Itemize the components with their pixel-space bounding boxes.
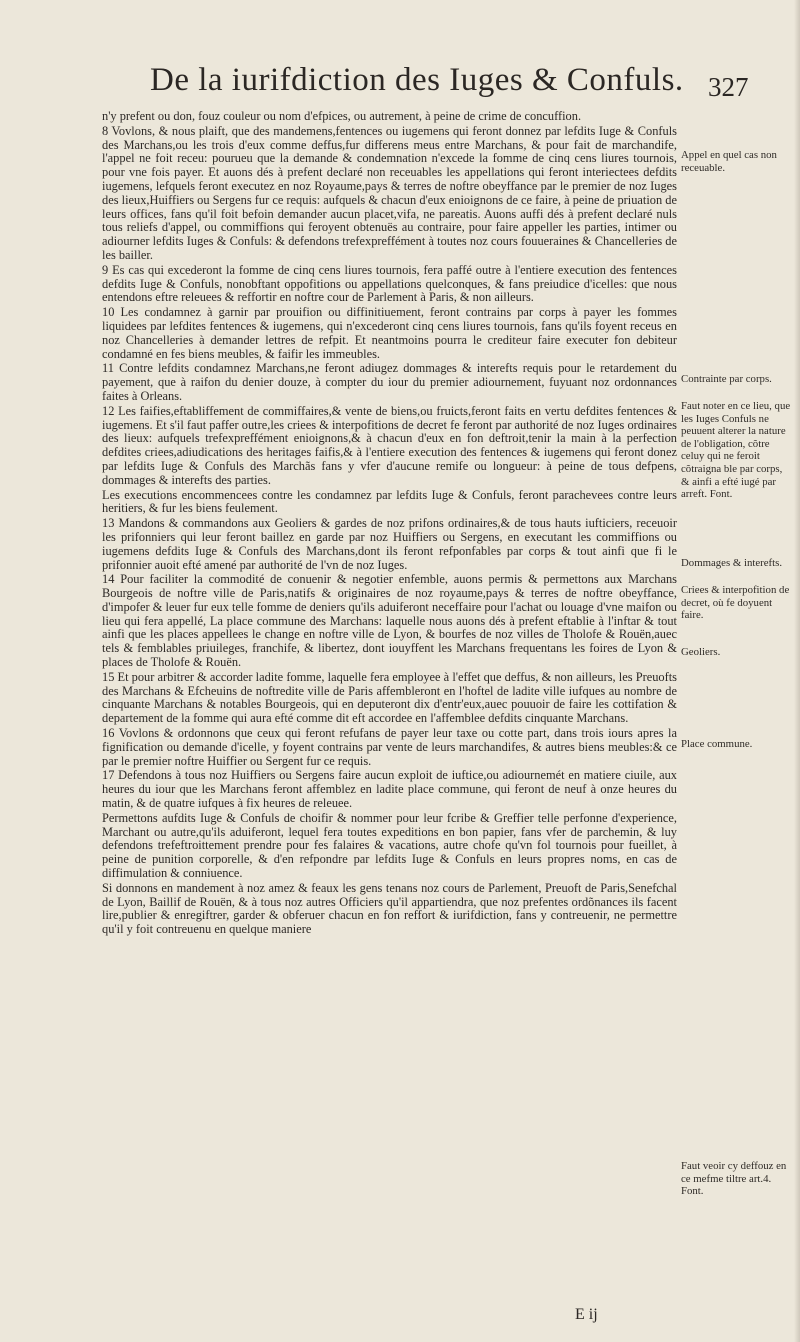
article-16: 16 Vovlons & ordonnons que ceux qui feront refufans de payer leur taxe ou cotte part, dans trois iours apres la fignification ou demande d'icelle, y foyent contrains par vente de leurs marchandifes, & autres biens meubles:& ce par le premier noftre Huiffier ou Sergent fur ce requis.	[102, 726, 677, 768]
margin-note-appel: Appel en quel cas non receuable.	[681, 149, 777, 174]
margin-note-iuges-confuls: Faut noter en ce lieu, que les Iuges Confuls ne peuuent alterer la nature de l'obligation, cõtre celuy qui ne feroit cõtraigna ble par corps, & ainfi a efté iugé par arreft. Font.	[681, 400, 791, 501]
margin-note-contrainte: Contrainte par corps.	[681, 373, 772, 385]
margin-note-place-commune: Place commune.	[681, 738, 753, 750]
article-14: 14 Pour faciliter la commodité de conuenir & negotier enfemble, auons permis & permettons aux Marchans Bourgeois de noftre ville de Paris,natifs & originaires de noz royaume,pays & terres de noftre obeyffance, d'impofer & leuer fur eux telle fomme de deniers qu'ils aduiferont neceffaire pour l'achat ou louage d'vne maifon ou lieu qui fera appellé, La place commune des Marchans: laquelle nous auons dés à prefent eftablie à l'inftar & tout ainfi que les places appellees le change en noftre ville de Lyon, & bourfes de noz villes de Tholofe & Rouën,auec tels & femblables priuileges, franchife, & libertez, dont iouyffent les Marchans frequentans les foires de Lyon & places de Tholofe & Rouën.	[102, 572, 677, 670]
article-10: 10 Les condamnez à garnir par prouifion ou diffinitiuement, feront contrains par corps à payer les fommes liquidees par lefdites fentences & iugemens, qui n'excederont cinq cens liures tournois, fans qu'ils foyent receus en noz Chancelleries à demander lettres de refpit. Et neantmoins pourra le crediteur faire executer fon debiteur condamné en fes biens meubles, & faifir les immeubles.	[102, 305, 677, 361]
article-12: 12 Les faifies,eftabliffement de commiffaires,& vente de biens,ou fruicts,feront faits en vertu defdites fentences & iugemens. Et s'il faut paffer outre,les criees & interpofitions de decret fe feront par authorité de noz Iuges ordinaires des lieux: aufquels trefexpreffément enioignons,& à chacun d'eux en fon deftroit,tenir la main à la perfection defdites criees,adiudications des heritages faifis,& à l'entiere execution des fentences & iugemens qui feront donez par lefdits Iuge & Confuls des Marchãs fans y vfer d'aucune remife ou longueur: à peine de tous defpens, dommages & interefts des parties.	[102, 403, 677, 487]
margin-note-criees: Criees & interpofition de decret, où fe doyuent faire.	[681, 584, 790, 622]
body-text	[102, 110, 677, 937]
page-edge-shadow	[794, 0, 800, 1342]
article-15: 15 Et pour arbitrer & accorder ladite fomme, laquelle fera employee à l'effet que deffus, & non ailleurs, les Preuofts des Marchans & Efcheuins de noftredite ville de Paris affembleront en l'hoftel de ladite ville iufques au nombre de cinquante Marchans & notables Bourgeois, qui en deputeront dix d'entr'eux,auec pouuoir de faire les cottifation & departement de la fomme qui aura efté comme dit eft accordee en l'affemblee defdits cinquante Marchans.	[102, 669, 677, 726]
paragraph: n'y prefent ou don, fouz couleur ou nom d'efpices, ou autrement, à peine de crime de concuffion.	[102, 109, 582, 123]
page-number: 327	[708, 72, 749, 102]
article-8: 8 Vovlons, & nous plaift, que des mandemens,fentences ou iugemens qui feront donnez par lefdits Iuge & Confuls des Marchans,ou les trois d'eux comme deffus,fur differens meus entre Marchans, & pour fait de marchandife, l'appel ne foit receu: pourueu que la demande & condemnation n'excede la fomme de cinq cens liures tournois, pour vne fois payer. Et auons dés à prefent declaré non receuables les appellations qui feront interiectees defdits iugemens, lefquels feront executez en noz Royaume,pays & terres de noftre obeyffance par le premier de noz Iuges des lieux,Huiffiers ou Sergens fur ce requis: aufquels & chacun d'eux enioignons de ce faire, à peine de priuation de leurs offices, fans qu'il foit befoin demander aucun placet,vifa, ne pareatis. Auons auffi dés à prefent declaré nuls tous reliefs d'appel, ou commiffions qui feroyent obtenuës au contraire, pour faire appeller les parties, intimer ou adiourner lefdits Iuges & Confuls: & defendons trefexpreffément à toutes noz cours fouueraines & Chancelleries de les bailler.	[102, 123, 677, 262]
paragraph-executions: Les executions encommencees contre les condamnez par lefdits Iuge & Confuls, feront parachevees contre leurs heritiers, & fur les biens feulement.	[102, 487, 677, 516]
running-title: De la iurifdiction des Iuges & Confuls.	[150, 62, 684, 98]
article-17: 17 Defendons à tous noz Huiffiers ou Sergens faire aucun exploit de iuftice,ou adiournemét en matiere ciuile, aux heures du iour que les Marchans feront affemblez en ladite place commune, qui feront de neuf à onze heures du matin, & de quatre iufques à fix heures de releuee.	[102, 768, 677, 811]
article-11: 11 Contre lefdits condamnez Marchans,ne feront adiugez dommages & interefts requis pour le retardement du payement, que à raifon du denier douze, à compter du iour du premier adiournement, fuyuant noz ordonnances faites à Orleans.	[102, 361, 677, 403]
article-9: 9 Es cas qui excederont la fomme de cinq cens liures tournois, fera paffé outre à l'entiere execution des fentences defdits Iuge & Confuls, nonobftant oppofitions ou appellations quelconques, & fans preiudice d'icelles: que nous entendons eftre releuees & reffortir en noftre cour de Parlement à Paris, & non ailleurs.	[102, 262, 677, 305]
margin-note-geoliers: Geoliers.	[681, 646, 721, 658]
margin-note-faut-veoir: Faut veoir cy deffouz en ce mefme tiltre art.4. Font.	[681, 1160, 787, 1198]
article-13: 13 Mandons & commandons aux Geoliers & gardes de noz prifons ordinaires,& de tous hauts iufticiers, receuoir les prifonniers qui leur feront baillez en garde par noz Huiffiers ou Sergens, en executant les commiffions ou iugemens defdits Iuge & Confuls des Marchans,dont ils feront refponfables par corps & tout ainfi que fi le prifonnier auoit efté amené par authorité de l'vn de noz Iuges.	[102, 516, 677, 572]
paragraph-greffier: Permettons aufdits Iuge & Confuls de choifir & nommer pour leur fcribe & Greffier telle perfonne d'experience, Marchant ou autre,qu'ils aduiferont, lequel fera toutes expeditions en bon papier, fans vfer de parchemin, & luy defendons trefeftroittement prendre pour fes falaires & vacations, autre chofe qu'vn fol tournois pour fueillet, à peine de punition corporelle, & d'en refpondre par lefdits Iuge & Confuls en leurs propres noms, en cas de diffimulation & conniuence.	[102, 810, 677, 881]
paragraph-mandement: Si donnons en mandement à noz amez & feaux les gens tenans noz cours de Parlement, Preuoft de Paris,Senefchal de Lyon, Baillif de Rouën, & à tous noz autres Officiers qu'il appartiendra, que noz prefentes ordõnances ils facent lire,publier & enregiftrer, garder & obferuer chacun en fon reffort & iurifdiction, fans y contreuenir, ne permettre qu'il y foit contreuenu en quelque maniere	[102, 880, 677, 937]
signature-mark: E ij	[575, 1306, 598, 1323]
margin-note-dommages: Dommages & interefts.	[681, 557, 783, 569]
